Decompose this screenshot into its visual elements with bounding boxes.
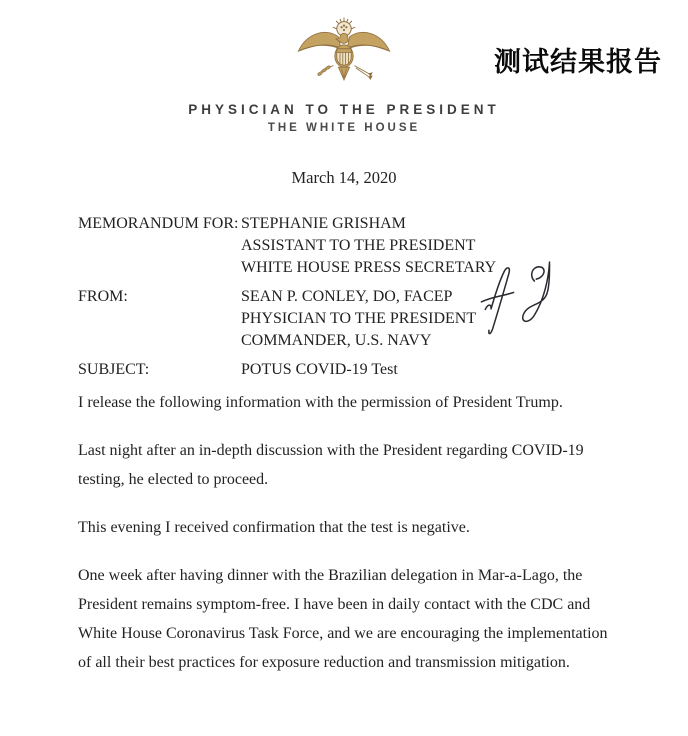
body-paragraph: One week after having dinner with the Brazilian delegation in Mar-a-Lago, the President remains symptom-free. I have been in daily contact with the CDC and White House Coronavirus Task Force, and we are encouraging the implementation of all their best practices for exposure reduction and transmission mitigation. [78, 567, 608, 671]
memo-field-value-line: POTUS COVID-19 Test [241, 361, 398, 378]
memo-field-label: SUBJECT: [78, 361, 150, 378]
body-paragraph: This evening I received confirmation that the test is negative. [78, 519, 470, 536]
presidential-eagle-seal-icon [292, 16, 396, 96]
memo-field-label: FROM: [78, 288, 128, 305]
memo-field-value-line: WHITE HOUSE PRESS SECRETARY [241, 259, 497, 276]
memo-body [78, 388, 614, 696]
memo-field-value-line: COMMANDER, U.S. NAVY [241, 332, 432, 349]
overlay-title-chinese: 测试结果报告 [494, 47, 662, 78]
letterhead-line2: THE WHITE HOUSE [267, 122, 421, 134]
letterhead-line1: PHYSICIAN TO THE PRESIDENT [188, 102, 500, 117]
body-paragraph: Last night after an in-depth discussion with the President regarding COVID-19 testing, he elected to proceed. [78, 442, 584, 488]
memo-field-value-line: STEPHANIE GRISHAM [241, 215, 406, 232]
memo-field-label: MEMORANDUM FOR: [78, 215, 239, 232]
body-paragraph: I release the following information with the permission of President Trump. [78, 394, 563, 411]
memo-field-value-line: SEAN P. CONLEY, DO, FACEP [241, 288, 453, 305]
signature-icon [472, 252, 576, 347]
memo-field-value-line: ASSISTANT TO THE PRESIDENT [241, 237, 476, 254]
memo-date: March 14, 2020 [291, 168, 397, 187]
memo-field-value [241, 359, 618, 381]
memo-field-value-line: PHYSICIAN TO THE PRESIDENT [241, 310, 477, 327]
